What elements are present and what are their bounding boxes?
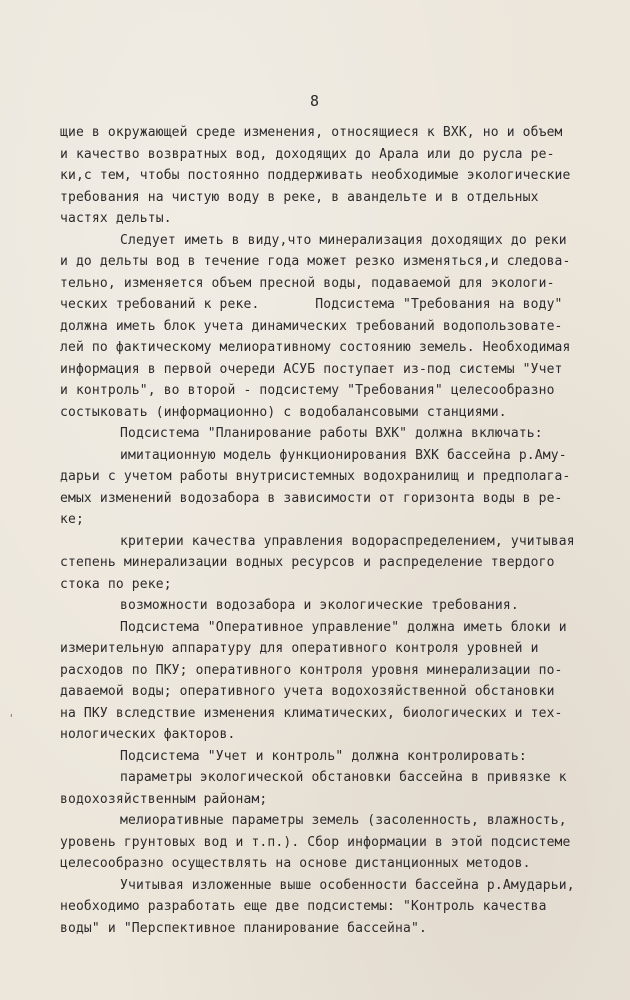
text-line: степень минерализации водных ресурсов и распределение твердого	[60, 555, 555, 570]
page-number: 8	[309, 92, 321, 110]
text-line: необходимо разработать еще две подсистемы: "Контроль качества	[60, 899, 547, 914]
text-line: параметры экологической обстановки бассейна в привязке к	[120, 770, 567, 785]
text-line: Следует иметь в виду,что минерализация доходящих до реки	[120, 232, 567, 248]
text-line: целесообразно осуществлять на основе дистанционных методов.	[60, 856, 531, 871]
text-line: даваемой воды; оперативного учета водохозяйственной обстановки	[60, 684, 555, 699]
text-line: водохозяйственным районам;	[60, 791, 268, 807]
text-line: ки,с тем, чтобы постоянно поддерживать необходимые экологические	[60, 168, 571, 183]
text-line: Подсистема "Планирование работы ВХК" должна включать:	[120, 426, 543, 441]
text-line: должна иметь блок учета динамических требований водопользовате-	[60, 318, 563, 334]
text-line: дарьи с учетом работы внутрисистемных водохранилищ и предполага-	[60, 469, 571, 484]
text-line: требования на чистую воду в реке, в авандельте и в отдельных	[60, 189, 539, 205]
text-line: Учитывая изложенные выше особенности бассейна р.Амударьи,	[120, 877, 575, 893]
text-line: информация в первой очереди АСУБ поступает из-под системы "Учет	[60, 361, 563, 377]
document-body	[60, 122, 625, 939]
text-line: Подсистема "Оперативное управление" должна иметь блоки и	[120, 619, 567, 635]
text-line: ческих требований к реке. Подсистема "Требования на воду"	[60, 297, 563, 312]
text-line: и до дельты вод в течение года может резко изменяться,и следова-	[60, 254, 571, 269]
text-line: на ПКУ вследствие изменения климатических, биологических и тех-	[60, 705, 563, 721]
text-line: критерии качества управления водораспределением, учитывая	[120, 533, 575, 549]
text-line: стока по реке;	[60, 576, 172, 592]
text-line: ке;	[60, 512, 84, 527]
text-line: уровень грунтовых вод и т.п.). Сбор информации в этой подсистеме	[60, 834, 571, 850]
text-line: воды" и "Перспективное планирование бассейна".	[60, 920, 427, 936]
text-line: измерительную аппаратуру для оперативного контроля уровней и	[60, 641, 539, 656]
text-line: Подсистема "Учет и контроль" должна контролировать:	[120, 748, 527, 764]
text-line: емых изменений водозабора в зависимости от горизонта воды в ре-	[60, 490, 563, 506]
text-line: и качество возвратных вод, доходящих до Арала или до русла ре-	[60, 146, 555, 162]
text-line: и контроль", во второй - подсистему "Требования" целесообразно	[60, 383, 555, 398]
text-line: тельно, изменяется объем пресной воды, подаваемой для экологи-	[60, 275, 555, 291]
text-line: возможности водозабора и экологические требования.	[120, 598, 519, 613]
text-line: частях дельты.	[60, 211, 172, 226]
text-line: имитационную модель функционирования ВХК бассейна р.Аму-	[120, 447, 567, 463]
text-line: мелиоративные параметры земель (засоленность, влажность,	[120, 813, 567, 828]
text-line: щие в окружающей среде изменения, относящиеся к ВХК, но и объем	[60, 125, 563, 140]
text-line: нологических факторов.	[60, 727, 236, 742]
text-line: состыковать (информационно) с водобалансовыми станциями.	[60, 404, 507, 420]
margin-mark: '	[8, 712, 15, 725]
text-line: расходов по ПКУ; оперативного контроля уровня минерализации по-	[60, 662, 563, 678]
text-line: лей по фактическому мелиоративному состоянию земель. Необходимая	[60, 340, 571, 355]
